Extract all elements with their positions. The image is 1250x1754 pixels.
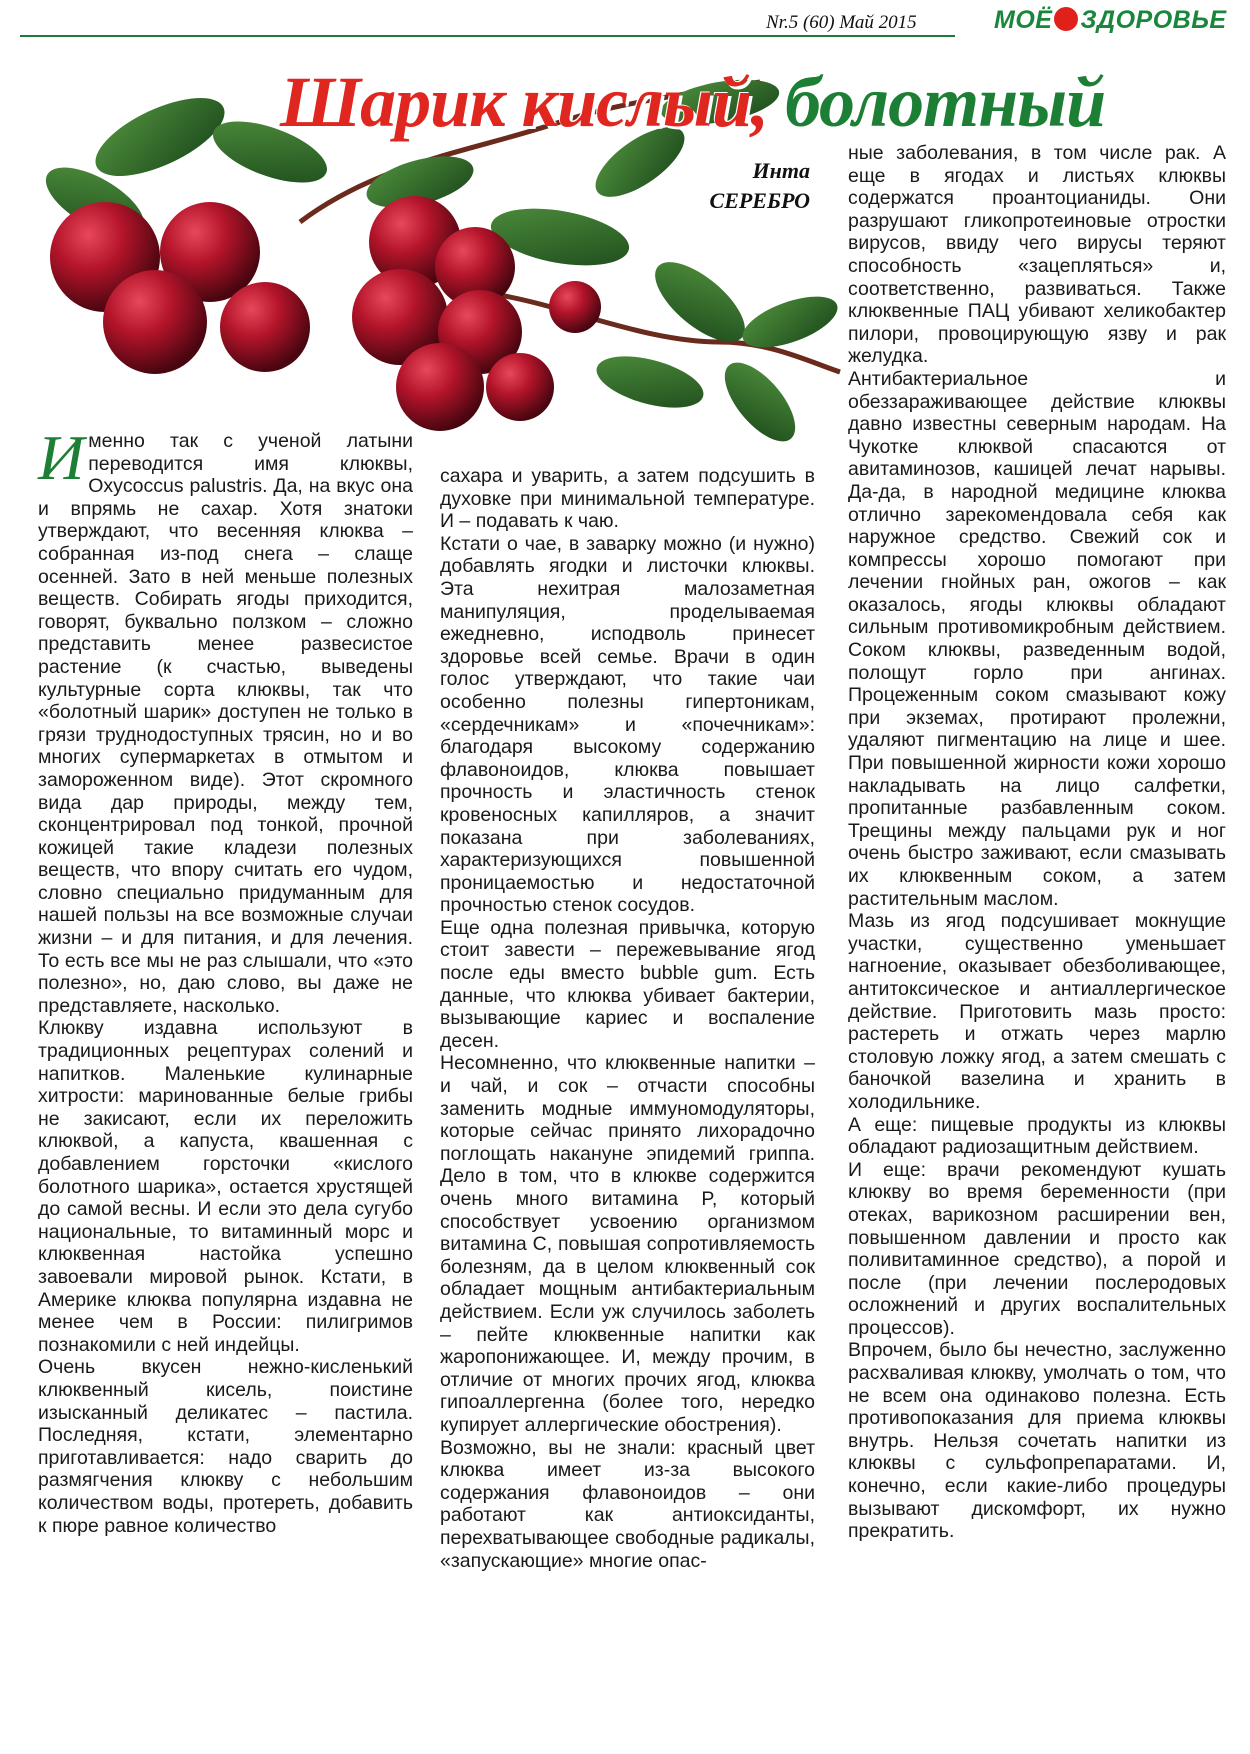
title-part1: Шарик кислый, (280, 62, 769, 142)
logo-right: ЗДОРОВЬЕ (1080, 6, 1227, 34)
paragraph: Очень вкусен нежно-кисленький клюквенный кисель, поистине изысканный деликатес – пастила. Последняя, кстати, элементарно приготавливается: надо сварить до размягчения клюкву с небольшим количеством воды, протереть, добавить к пюре равное количество (38, 1356, 413, 1537)
paragraph: Возможно, вы не знали: красный цвет клюква имеет из-за высокого содержания флавоноидов – они работают как антиоксиданты, перехватывающее свободные радикалы, «запускающие» многие опас- (440, 1436, 815, 1572)
paragraph: ные заболевания, в том числе рак. А еще в ягодах и листьях клюквы содержатся проантоцианиды. Они разрушают гликопротеиновые отростки вирусов, ввиду чего вирусы теряют способность «зацепляться» и, соответственно, развиваться. Также клюквенные ПАЦ убивают хеликобактер пилори, провоцирующую язву и рак желудка. (848, 142, 1226, 368)
paragraph: Клюкву издавна используют в традиционных рецептурах солений и напитков. Маленькие кулинарные хитрости: маринованные белые грибы не закисают, если их переложить клюквой, а капуста, квашенная с добавлением горсточки «кислого болотного шарика», остается хрустящей до самой весны. И если это дела сугубо национальные, то витаминный морс и клюквенная настойка успешно завоевали мировой рынок. Кстати, в Америке клюква популярна издавна не менее чем в России: пилигримов познакомили с ней индейцы. (38, 1017, 413, 1356)
drop-cap: И (38, 422, 85, 493)
magazine-logo (994, 6, 1234, 40)
issue-label: Nr.5 (60) Май 2015 (766, 12, 917, 33)
paragraph: И еще: врачи рекомендуют кушать клюкву во время беременности (при отеках, варикозном расширении вен, повышенном давлении и просто как поливитаминное средство), а порой и после (при лечении послеродовых осложнений и других воспалительных процессов). (848, 1158, 1226, 1339)
paragraph: Несомненно, что клюквенные напитки – и чай, и сок – отчасти способны заменить модные иммуномодуляторы, которые сейчас принято лихорадочно поглощать накануне эпидемий гриппа. Дело в том, что в клюкве содержится очень много витамина P, который способствует усвоению организмом витамина C, повышая сопротивляемость болезням, да в целом клюквенный сок обладает мощным антибактериальным действием. Если уж случилось заболеть – пейте клюквенные напитки как жаропонижающее. И, между прочим, в отличие от многих прочих ягод, клюква гипоаллергенна (более того, нередко купирует аллергические обострения). (440, 1052, 815, 1436)
text-column-1 (38, 422, 413, 1537)
paragraph: А еще: пищевые продукты из клюквы обладают радиозащитным действием. (848, 1113, 1226, 1159)
text-column-2 (440, 465, 815, 1572)
paragraph: Мазь из ягод подсушивает мокнущие участки, существенно уменьшает нагноение, оказывает обезболивающее, антитоксическое и антиаллергическое действие. Приготовить мазь просто: растереть и отжать через марлю столовую ложку ягод, а затем смешать с баночкой вазелина и хранить в холодильнике. (848, 910, 1226, 1113)
logo-left: МОЁ (994, 6, 1053, 34)
title-part2: болотный (785, 62, 1106, 142)
article-title (280, 62, 1240, 142)
paragraph (38, 422, 413, 1017)
text-column-3 (848, 142, 1226, 1543)
paragraph-text: менно так с ученой латыни переводится имя клюквы, Oxycoccus palustris. Да, на вкус она и впрямь не сахар. Хотя знатоки утверждают, что весенняя клюква – собранная из-под снега – слаще осенней. Зато в ней меньше полезных веществ. Собирать ягоды приходится, говорят, буквально ползком – сложно представить менее развесистое растение (к счастью, выведены культурные сорта клюквы, так что «болотный шарик» доступен не только в грязи труднодоступных трясин, но и во многих супермаркетах в отмытом и замороженном виде). Этот скромного вида дар природы, между тем, сконцентрировал под тонкой, прочной кожицей такие кладези полезных веществ, что впору считать его чудом, словно специально придуманным для нашей пользы на все возможные случаи жизни – и для питания, и для лечения. То есть все мы не раз слышали, что «это полезно», но, даю слово, вы даже не представляете, насколько. (38, 430, 413, 1017)
article-author (640, 156, 810, 216)
paragraph: Впрочем, было бы нечестно, заслуженно расхваливая клюкву, умолчать о том, что не всем она одинаково полезна. Есть противопоказания для приема клюквы внутрь. Нельзя сочетать напитки из клюквы с сульфопрепаратами. И, конечно, если какие-либо процедуры вызывают дискомфорт, их нужно прекратить. (848, 1339, 1226, 1543)
paragraph: Еще одна полезная привычка, которую стоит завести – пережевывание ягод после еды вместо bubble gum. Есть данные, что клюква убивает бактерии, вызывающие кариес и воспаление десен. (440, 916, 815, 1052)
paragraph: Антибактериальное и обеззараживающее действие клюквы давно известны северным народам. На Чукотке клюквой спасаются от авитаминозов, кашицей лечат нарывы. Да-да, в народной медицине клюква отлично зарекомендовала себя как наружное средство. Свежий сок и компрессы хорошо помогают при лечении гнойных ран, ожогов – как оказалось, ягоды клюквы обладают сильным противомикробным действием. Соком клюквы, разведенным водой, полощут горло при ангинах. Процеженным соком смазывают кожу при экземах, протирают пролежни, удаляют пигментацию на лице и шее. При повышенной жирности кожи хорошо накладывать на лицо салфетки, пропитанные разбавленным соком. Трещины между пальцами рук и ног очень быстро заживают, если смазывать их клюквенным соком, а затем растительным маслом. (848, 367, 1226, 910)
author-last-name: СЕРЕБРО (709, 188, 810, 213)
header-rule (20, 35, 955, 37)
paragraph: Кстати о чае, в заварку можно (и нужно) добавлять ягодки и листочки клюквы. Эта нехитрая малозаметная манипуляция, проделываемая ежедневно, исподволь принесет здоровье всей семье. Врачи в один голос утверждают, что такие чаи особенно полезны гипертоникам, «сердечникам» и «почечникам»: благодаря высокому содержанию флавоноидов, клюква повышает прочность и эластичность стенок кровеносных капилляров, а значит показана при заболеваниях, характеризующихся повышенной проницаемостью и недостаточной прочностью стенок сосудов. (440, 532, 815, 917)
author-first-name: Инта (752, 158, 810, 183)
logo-mark-icon (1054, 7, 1078, 31)
paragraph: сахара и уварить, а затем подсушить в духовке при минимальной температуре. И – подавать к чаю. (440, 465, 815, 533)
